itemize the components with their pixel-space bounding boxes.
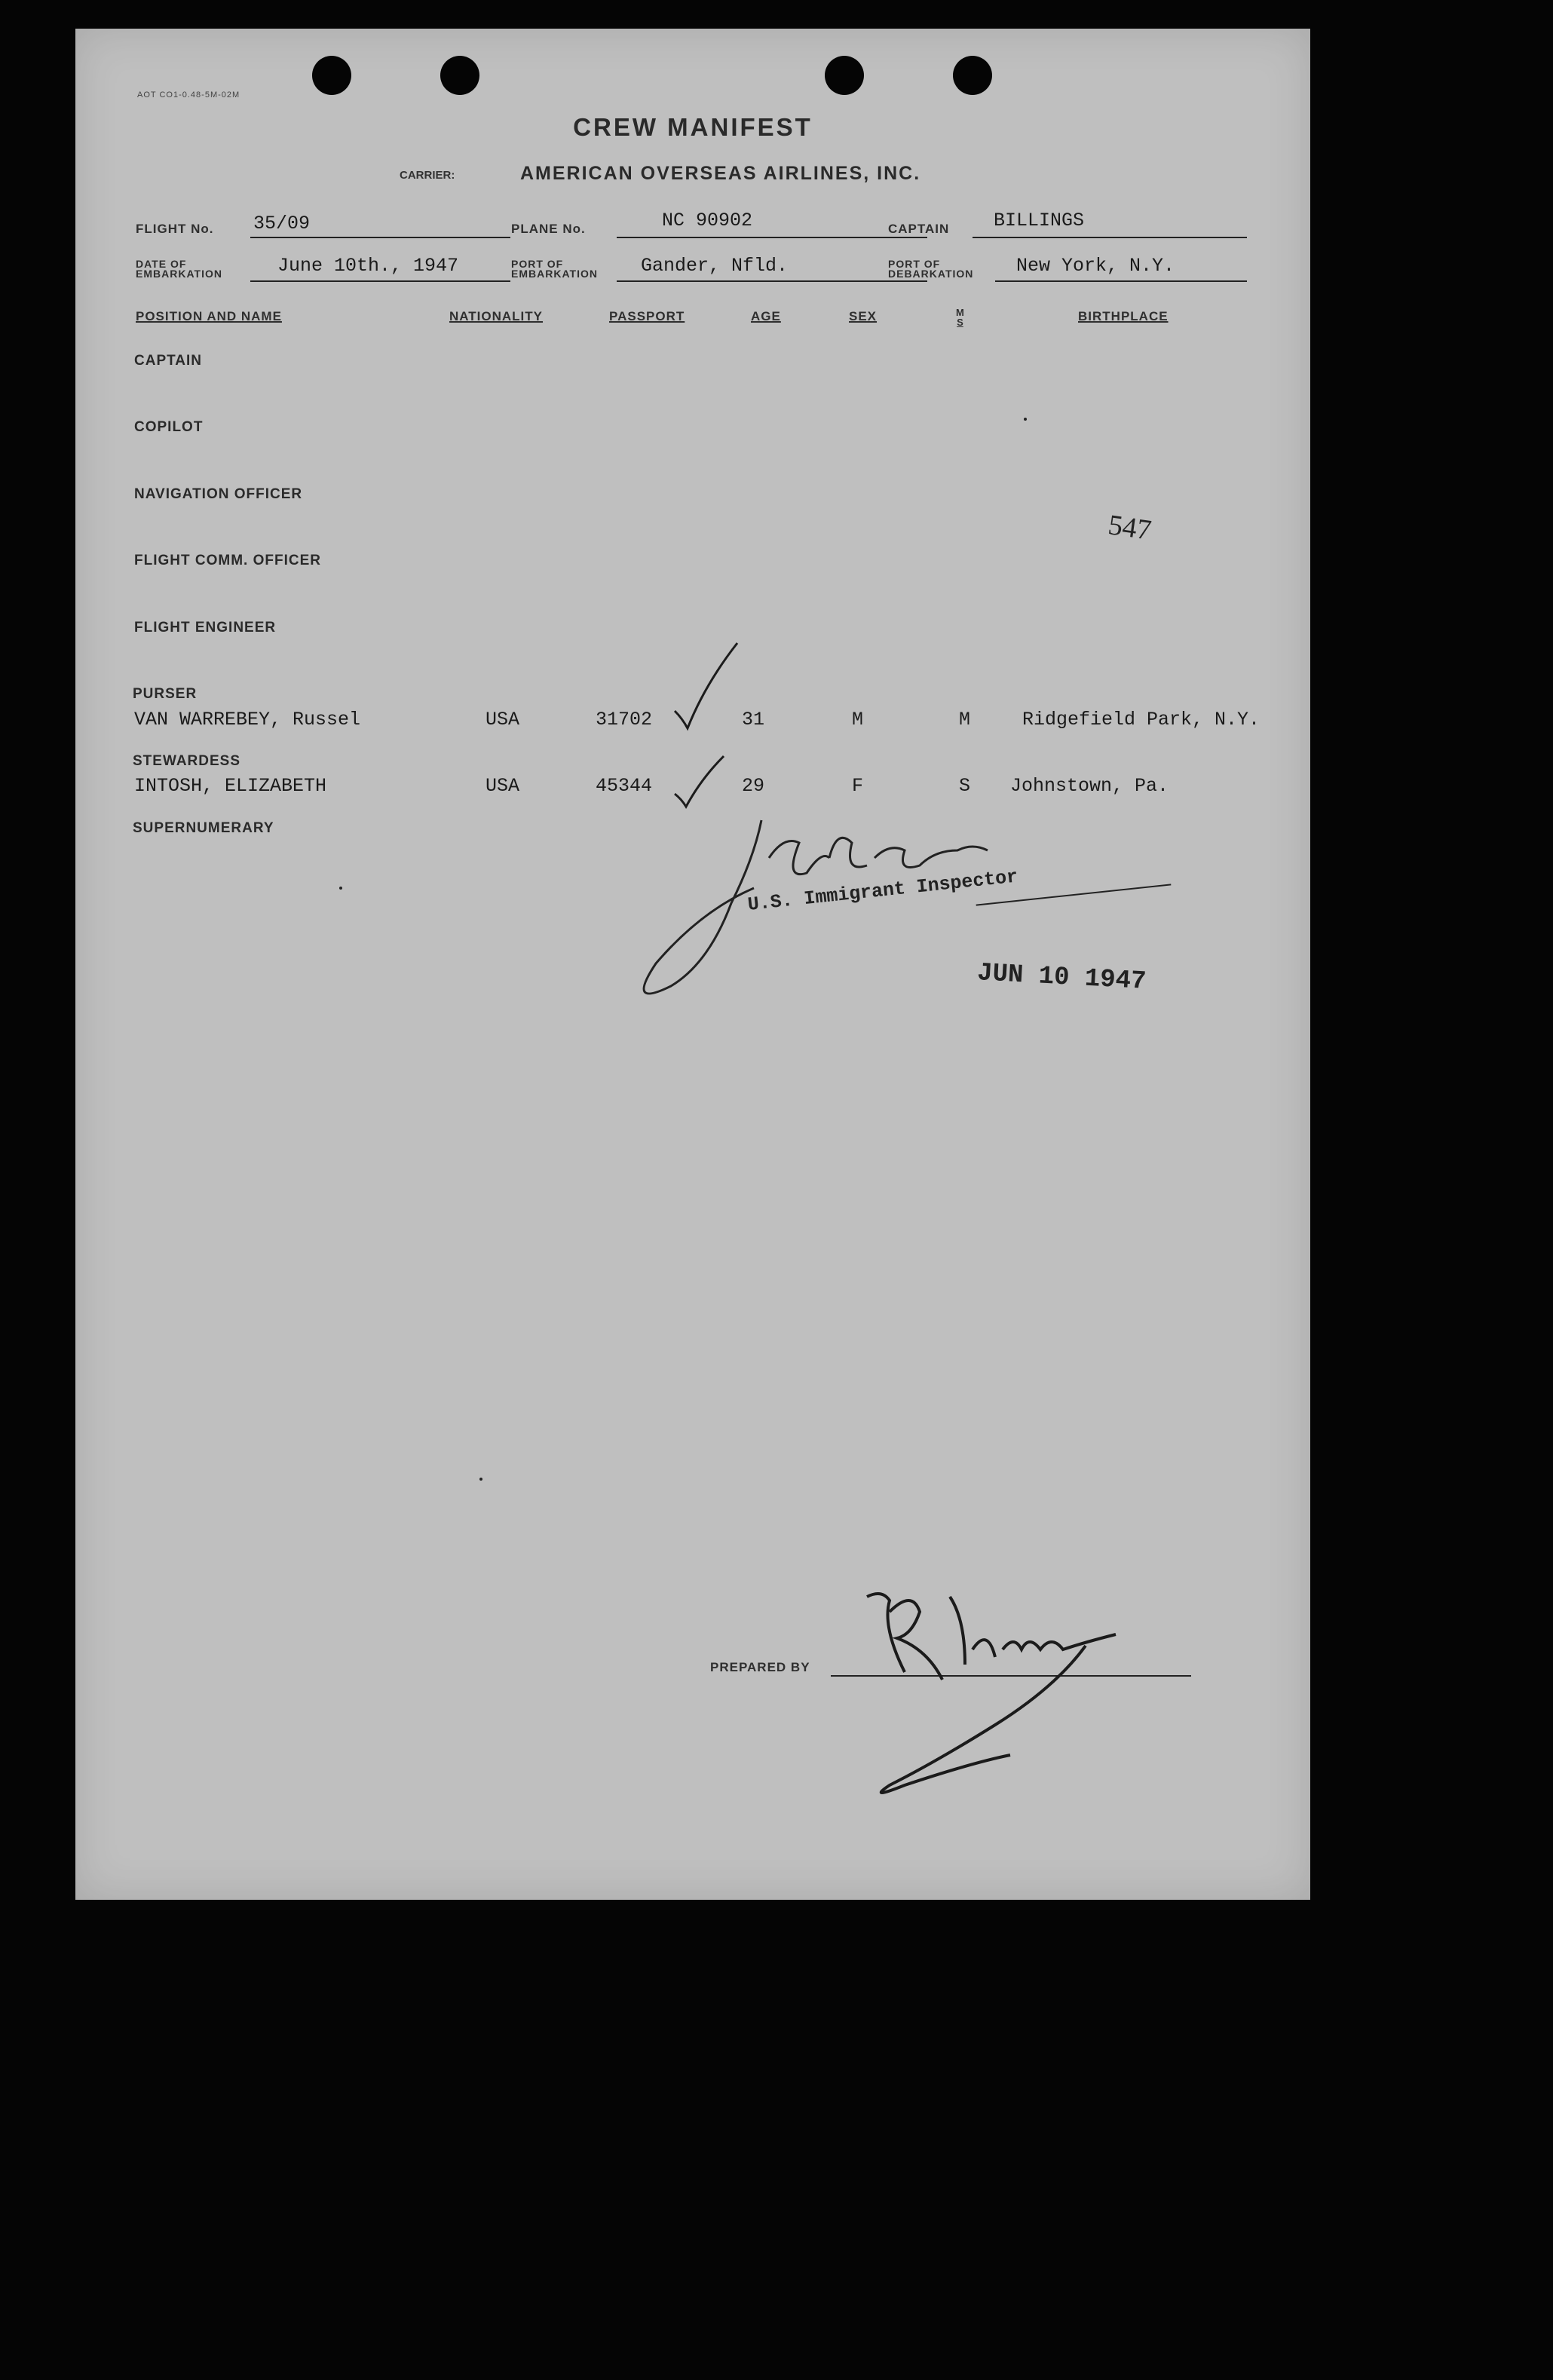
position-stewardess: STEWARDESS — [133, 753, 241, 769]
plane-number: NC 90902 — [662, 210, 753, 231]
preparer-signature — [859, 1574, 1199, 1815]
crew-sex: F — [852, 775, 864, 797]
position-supernumerary: SUPERNUMERARY — [133, 820, 274, 836]
crew-name: VAN WARREBEY, Russel — [134, 709, 361, 731]
port-debark-label: PORT OF DEBARKATION — [888, 258, 974, 280]
position-captain: CAPTAIN — [134, 353, 203, 369]
col-nationality: NATIONALITY — [449, 309, 544, 323]
col-marital-status: M S — [956, 307, 964, 328]
embark-date: June 10th., 1947 — [277, 255, 459, 277]
crew-nationality: USA — [486, 775, 520, 797]
crew-birthplace: Ridgefield Park, N.Y. — [1022, 709, 1260, 731]
port-embark: Gander, Nfld. — [641, 255, 789, 277]
inspector-stamp-title: U.S. Immigrant Inspector — [746, 865, 1019, 916]
carrier-name: AMERICAN OVERSEAS AIRLINES, INC. — [520, 163, 921, 184]
manifest-page — [75, 29, 1310, 1900]
position-engineer: FLIGHT ENGINEER — [134, 620, 277, 636]
page-title: CREW MANIFEST — [573, 113, 813, 141]
crew-age: 29 — [742, 775, 765, 797]
punch-hole — [440, 56, 479, 95]
captain-label: CAPTAIN — [888, 222, 950, 236]
port-embark-label: PORT OF EMBARKATION — [511, 258, 598, 280]
port-debark: New York, N.Y. — [1016, 255, 1175, 277]
crew-passport: 31702 — [596, 709, 653, 731]
col-position-name: POSITION AND NAME — [136, 309, 282, 323]
position-purser: PURSER — [133, 686, 198, 702]
crew-passport: 45344 — [596, 775, 653, 797]
col-birthplace: BIRTHPLACE — [1078, 309, 1169, 323]
position-comm: FLIGHT COMM. OFFICER — [134, 553, 321, 568]
punch-hole — [825, 56, 864, 95]
crew-age: 31 — [742, 709, 765, 731]
punch-hole — [312, 56, 351, 95]
punch-hole — [953, 56, 992, 95]
flight-number: 35/09 — [253, 213, 311, 234]
crew-marital: S — [959, 775, 971, 797]
embark-date-label: DATE OF EMBARKATION — [136, 258, 222, 280]
position-copilot: COPILOT — [134, 419, 204, 435]
crew-marital: M — [959, 709, 971, 731]
plane-label: PLANE No. — [511, 222, 586, 236]
flight-label: FLIGHT No. — [136, 222, 214, 236]
crew-sex: M — [852, 709, 864, 731]
form-code: AOT CO1-0.48-5M-02M — [137, 90, 240, 100]
captain-name: BILLINGS — [994, 210, 1085, 231]
crew-nationality: USA — [486, 709, 520, 731]
crew-name: INTOSH, ELIZABETH — [134, 775, 327, 797]
carrier-label: CARRIER: — [400, 169, 455, 182]
col-sex: SEX — [849, 309, 878, 323]
position-navigation: NAVIGATION OFFICER — [134, 486, 303, 502]
crew-birthplace: Johnstown, Pa. — [1010, 775, 1169, 797]
prepared-by-label: PREPARED BY — [710, 1660, 810, 1674]
col-age: AGE — [751, 309, 781, 323]
inspector-stamp-date: JUN 10 1947 — [976, 959, 1147, 997]
col-passport: PASSPORT — [609, 309, 685, 323]
page-number: 547 — [1106, 509, 1153, 547]
check-mark-icon — [671, 639, 746, 730]
